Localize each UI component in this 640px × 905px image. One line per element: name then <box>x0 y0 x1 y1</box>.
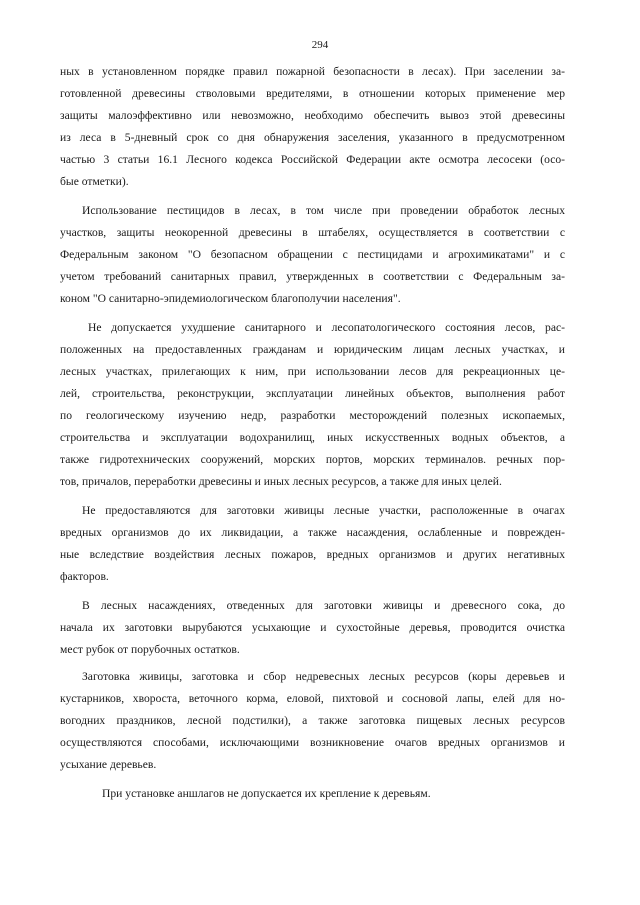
text-line: В лесных насаждениях, отведенных для заготовки живицы и древесного сока, до <box>82 599 565 612</box>
text-line: также гидротехнических сооружений, морских портов, морских терминалов. речных пор- <box>60 453 565 466</box>
text-line: факторов. <box>60 570 109 583</box>
text-line: начала их заготовки вырубаются усыхающие и сухостойные деревья, проводится очистка <box>60 621 565 634</box>
text-line: При установке аншлагов не допускается их крепление к деревьям. <box>102 787 431 800</box>
text-line: лей, строительства, реконструкции, эксплуатации линейных объектов, выполнения работ <box>60 387 565 400</box>
text-line: участков, защиты неокоренной древесины в штабелях, осуществляется в соответствии с <box>60 226 565 239</box>
text-line: лесных участках, прилегающих к ним, при использовании лесов для рекреационных це- <box>60 365 565 378</box>
text-line: защиты малоэффективно или невозможно, необходимо обеспечить вывоз этой древесины <box>60 109 565 122</box>
text-line: вредных организмов до их ликвидации, а также насаждения, ослабленные и поврежден- <box>60 526 565 539</box>
text-line: мест рубок от порубочных остатков. <box>60 643 240 656</box>
text-line: Федеральным законом "О безопасном обращении с пестицидами и агрохимикатами" и с <box>60 248 565 261</box>
text-line: Использование пестицидов в лесах, в том числе при проведении обработок лесных <box>82 204 565 217</box>
text-line: Не предоставляются для заготовки живицы лесные участки, расположенные в очагах <box>82 504 565 517</box>
text-line: тов, причалов, переработки древесины и иных лесных ресурсов, а также для иных целей. <box>60 475 502 488</box>
text-line: частью 3 статьи 16.1 Лесного кодекса Российской Федерации акте осмотра лесосеки (осо- <box>60 153 565 166</box>
text-line: по геологическому изучению недр, разработки месторождений полезных ископаемых, <box>60 409 565 422</box>
text-line: осуществляются способами, исключающими возникновение очагов вредных организмов и <box>60 736 565 749</box>
text-line: из леса в 5-дневный срок со дня обнаружения заселения, указанного в предусмотренном <box>60 131 565 144</box>
text-line: кустарников, хвороста, веточного корма, еловой, пихтовой и сосновой лапы, елей для но- <box>60 692 565 705</box>
text-line: усыхание деревьев. <box>60 758 157 771</box>
text-line: Не допускается ухудшение санитарного и лесопатологического состояния лесов, рас- <box>88 321 565 334</box>
text-line: коном "О санитарно-эпидемиологическом благополучии населения". <box>60 292 401 305</box>
text-line: вогодних праздников, лесной подстилки), а также заготовка пищевых лесных ресурсов <box>60 714 565 727</box>
text-line: учетом требований санитарных правил, утвержденных в соответствии с Федеральным за- <box>60 270 565 283</box>
text-line: строительства и эксплуатации водохранилищ, иных искусственных водных объектов, а <box>60 431 565 444</box>
text-line: положенных на предоставленных гражданам и юридическим лицам лесных участках, и <box>60 343 565 356</box>
text-line: бые отметки). <box>60 175 129 188</box>
text-line: ных в установленном порядке правил пожарной безопасности в лесах). При заселении за- <box>60 65 565 78</box>
text-line: готовленной древесины стволовыми вредителями, в отношении которых применение мер <box>60 87 565 100</box>
text-line: ные вследствие воздействия лесных пожаров, вредных организмов и других негативных <box>60 548 565 561</box>
text-line: Заготовка живицы, заготовка и сбор недревесных лесных ресурсов (коры деревьев и <box>82 670 565 683</box>
page-number: 294 <box>311 39 329 51</box>
